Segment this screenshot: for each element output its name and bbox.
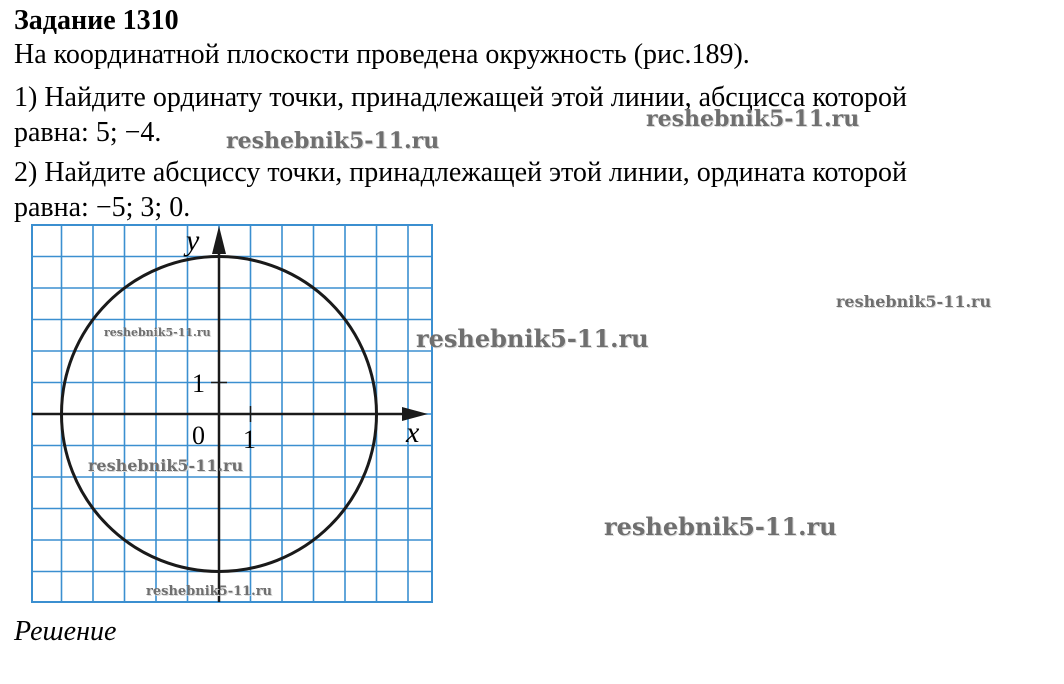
question-2-line-2: равна: −5; 3; 0. bbox=[14, 192, 191, 223]
origin-label: 0 bbox=[192, 421, 205, 450]
y-axis-label: y bbox=[186, 224, 200, 257]
question-2-line-1: 2) Найдите абсциссу точки, принадлежащей этой линии, ордината которой bbox=[14, 157, 907, 188]
y-axis-arrow bbox=[212, 226, 226, 254]
x-axis-label: x bbox=[406, 416, 420, 449]
watermark: reshebnik5-11.ru bbox=[836, 292, 992, 311]
task-statement: На координатной плоскости проведена окружность (рис.189). bbox=[14, 39, 750, 70]
y-unit-label: 1 bbox=[192, 369, 205, 398]
solution-label: Решение bbox=[14, 616, 117, 647]
watermark: reshebnik5-11.ru bbox=[226, 128, 440, 154]
task-title: Задание 1310 bbox=[14, 5, 179, 36]
watermark: reshebnik5-11.ru bbox=[146, 584, 273, 599]
watermark: reshebnik5-11.ru bbox=[416, 324, 649, 353]
watermark: reshebnik5-11.ru bbox=[646, 106, 860, 132]
question-1-line-1: 1) Найдите ординату точки, принадлежащей этой линии, абсцисса которой bbox=[14, 82, 907, 113]
watermark: reshebnik5-11.ru bbox=[604, 512, 837, 541]
question-1-line-2: равна: 5; −4. bbox=[14, 117, 162, 148]
x-unit-label: 1 bbox=[243, 425, 256, 454]
watermark: reshebnik5-11.ru bbox=[104, 326, 211, 339]
watermark: reshebnik5-11.ru bbox=[88, 456, 244, 475]
